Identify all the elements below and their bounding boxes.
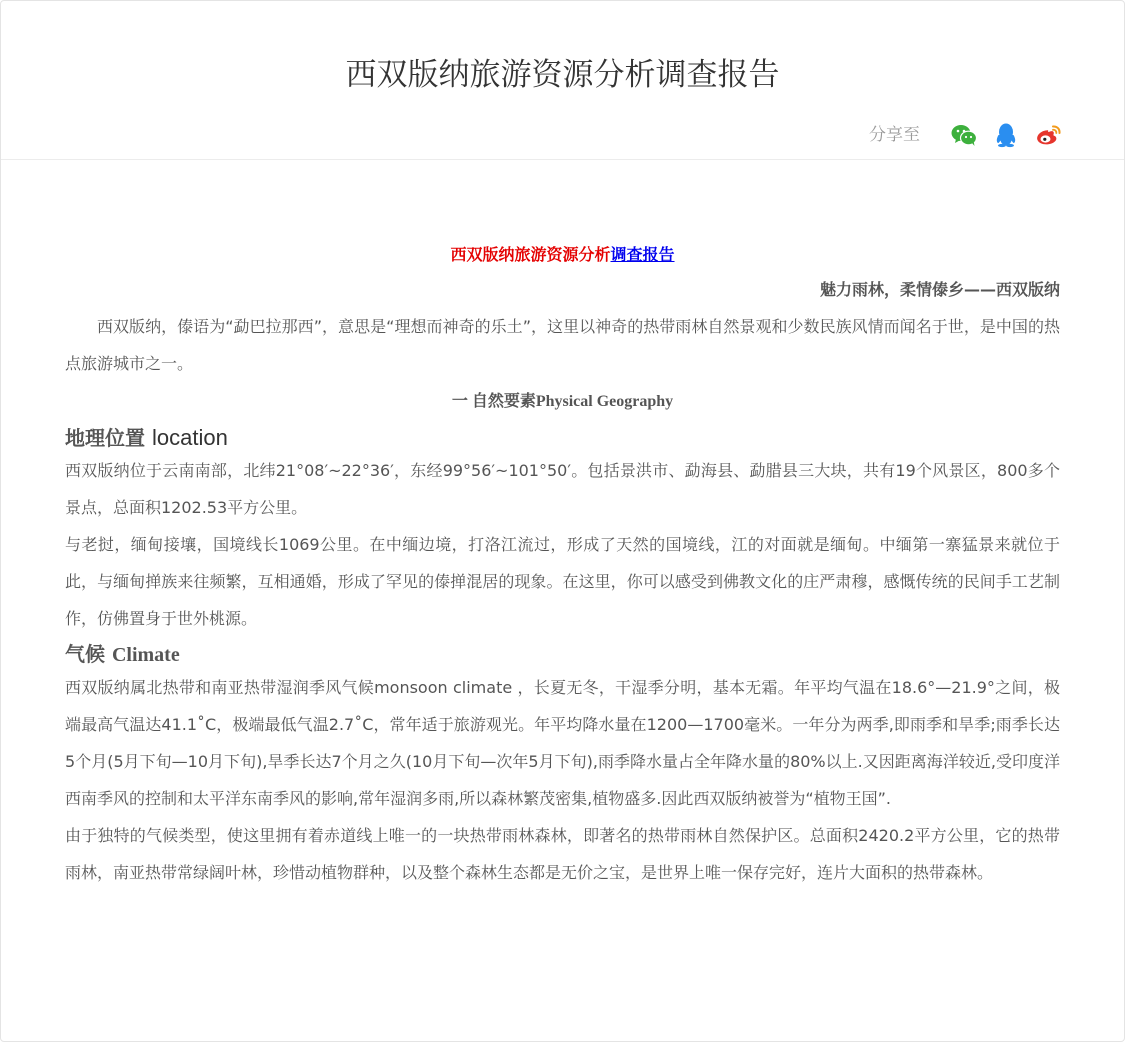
section-heading: 一 自然要素Physical Geography [451, 393, 674, 410]
article-content [65, 159, 1060, 891]
climate-paragraph-2: 由于独特的气候类型，使这里拥有着赤道线上唯一的一块热带雨林森林，即著名的热带雨林自然保护区。总面积2420.2平方公里，它的热带雨林，南亚热带常绿阔叶林，珍惜动植物群种，以及整个森林生态都是无价之宝，是世界上唯一保存完好，连片大面积的热带森林。 [65, 826, 1060, 882]
location-heading-cn: 地理位置 [65, 426, 152, 450]
climate-heading-en: Climate [111, 644, 180, 666]
location-paragraph-2: 与老挝，缅甸接壤，国境线长1069公里。在中缅边境，打洛江流过，形成了天然的国境线，江的对面就是缅甸。中缅第一寨猛景来就位于此，与缅甸掸族来往频繁，互相通婚，形成了罕见的傣掸混居的现象。在这里，你可以感受到佛教文化的庄严肃穆，感慨传统的民间手工艺制作，仿佛置身于世外桃源。 [65, 535, 1060, 628]
location-heading-en: location [151, 425, 228, 450]
share-bar [869, 121, 1062, 149]
qq-icon[interactable] [992, 121, 1020, 149]
article-title-text: 西双版纳旅游资源分析 [450, 245, 611, 264]
intro-paragraph: 西双版纳，傣语为“勐巴拉那西”，意思是“理想而神奇的乐土”，这里以神奇的热带雨林自然景观和少数民族风情而闻名于世，是中国的热点旅游城市之一。 [65, 317, 1060, 373]
climate-heading-cn: 气候 [65, 642, 112, 666]
article-title-link[interactable]: 调查报告 [610, 245, 675, 264]
climate-heading [65, 640, 1060, 669]
location-paragraph-1: 西双版纳位于云南南部，北纬21°08′~22°36′，东经99°56′~101°50′。包括景洪市、勐海县、勐腊县三大块，共有19个风景区，800多个景点，总面积1202.53平方公里。 [65, 461, 1060, 517]
share-label: 分享至 [869, 125, 920, 145]
page-header [1, 1, 1124, 160]
weibo-icon[interactable] [1034, 121, 1062, 149]
article-tagline: 魅力雨林，柔情傣乡——西双版纳 [819, 280, 1060, 299]
page-title: 西双版纳旅游资源分析调查报告 [345, 57, 780, 93]
wechat-icon[interactable] [950, 121, 978, 149]
climate-paragraph-1: 西双版纳属北热带和南亚热带湿润季风气候monsoon climate ，长夏无冬，干湿季分明，基本无霜。年平均气温在18.6°—21.9°之间，极端最高气温达41.1˚C，极端最低气温2.7˚C，常年适于旅游观光。年平均降水量在1200—1700毫米。一年分为两季,即雨季和旱季;雨季长达5个月(5月下旬—10月下旬),旱季长达7个月之久(10月下旬—次年5月下旬),雨季降水量占全年降水量的80%以上.又因距离海洋较近,受印度洋西南季风的控制和太平洋东南季风的影响,常年湿润多雨,所以森林繁茂密集,植物盛多.因此西双版纳被誉为“植物王国”. [65, 678, 1060, 808]
article-title [65, 244, 1060, 266]
location-heading [65, 424, 1060, 452]
